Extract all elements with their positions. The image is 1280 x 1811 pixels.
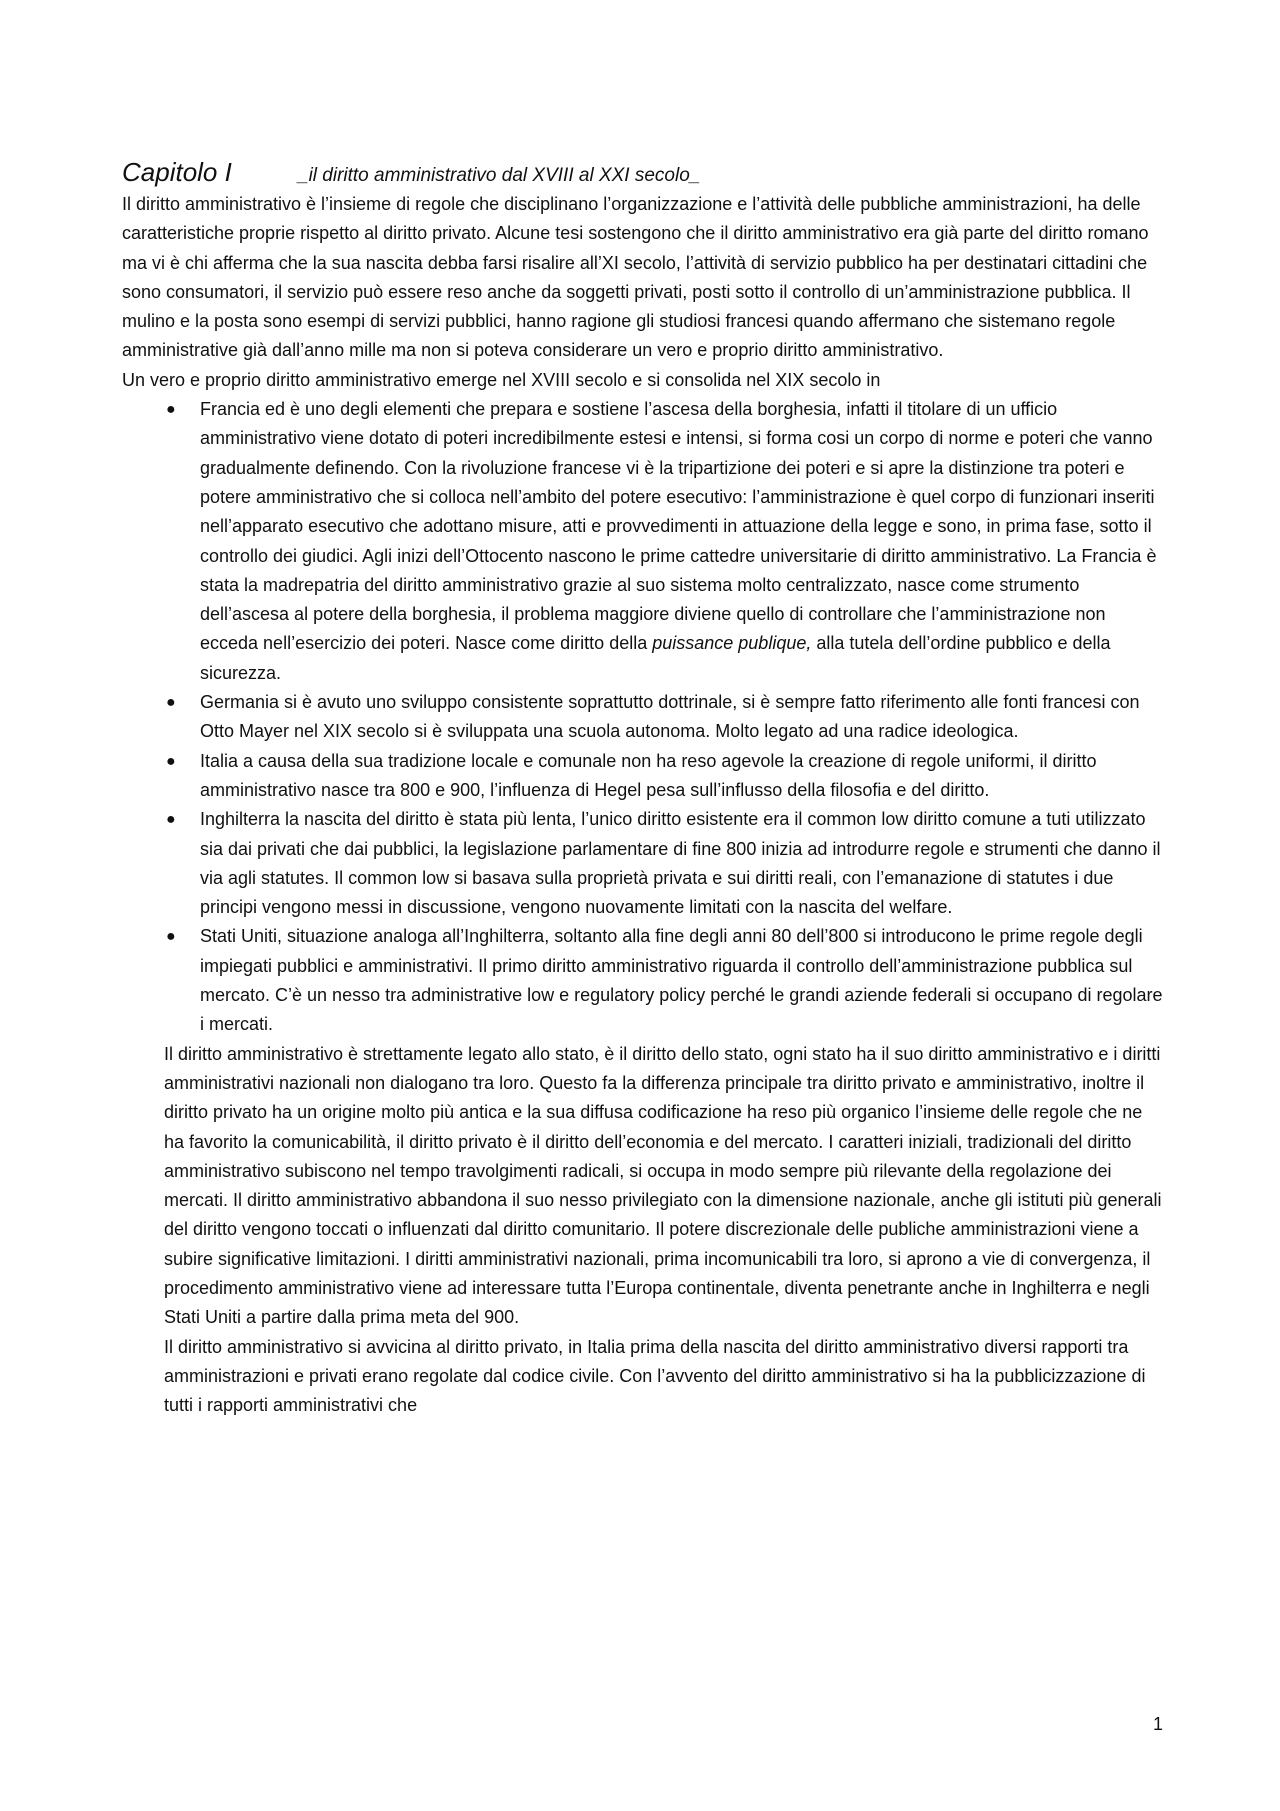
usa-text: Stati Uniti, situazione analoga all’Inghilterra, soltanto alla fine degli anni 80 dell’800 si introducono le prime regole degli impiegati pubblici e amministrativi. Il primo diritto amministrativo riguarda il controllo dell’amministrazione pubblica sul mercato. C’è un nesso tra administrative low e regulatory policy perché le grandi aziende federali si occupano di regolare i mercati. bbox=[200, 926, 1163, 1035]
chapter-heading bbox=[122, 154, 1172, 190]
england-text: Inghilterra la nascita del diritto è stata più lenta, l’unico diritto esistente era il common low diritto comune a tuti utilizzato sia dai privati che dai pubblici, la legislazione parlamentare di fine 800 inizia ad introdurre regole e strumenti che danno il via agli statutes. Il common low si basava sulla proprietà privata e sui diritti reali, con l’emanazione di statutes i due principi vengono messi in discussione, vengono nuovamente limitati con la nascita del welfare. bbox=[200, 809, 1161, 918]
bullet-icon: ● bbox=[166, 694, 176, 712]
country-list bbox=[122, 395, 1167, 1040]
list-item-england bbox=[166, 805, 1167, 922]
document-body bbox=[122, 190, 1167, 1420]
italy-text: Italia a causa della sua tradizione locale e comunale non ha reso agevole la creazione di regole uniformi, il diritto amministrativo nasce tra 800 e 900, l’influenza di Hegel pesa sull’influsso della filosofia e del diritto. bbox=[200, 750, 1097, 800]
list-item-germany bbox=[166, 688, 1167, 747]
bullet-icon: ● bbox=[166, 752, 176, 770]
page-number: 1 bbox=[1152, 1714, 1163, 1734]
intro-paragraph-1: Il diritto amministrativo è l’insieme di regole che disciplinano l’organizzazione e l’attività delle pubbliche amministrazioni, ha delle caratteristiche proprie rispetto al diritto privato. Alcune tesi sostengono che il diritto amministrativo era già parte del diritto romano ma vi è chi afferma che la sua nascita debba farsi risalire all’XI secolo, l’attività di servizio pubblico ha per destinatari cittadini che sono consumatori, il servizio può essere reso anche da soggetti privati, posti sotto il controllo di un’amministrazione pubblica. Il mulino e la posta sono esempi di servizi pubblici, hanno ragione gli studiosi francesi quando affermano che sistemano regole amministrative già dall’anno mille ma non si poteva considerare un vero e proprio diritto amministrativo. bbox=[122, 194, 1149, 361]
germany-text: Germania si è avuto uno sviluppo consistente soprattutto dottrinale, si è sempre fatto riferimento alle fonti francesi con Otto Mayer nel XIX secolo si è sviluppata una scuola autonoma. Molto legato ad una radice ideologica. bbox=[200, 692, 1140, 742]
france-text-start: Francia ed è uno degli elementi che prepara e sostiene l’ascesa della borghesia, infatti il titolare di un ufficio amministrativo viene dotato di poteri incredibilmente estesi e intensi, si forma cosi un corpo di norme e poteri che vanno gradualmente definendo. Con la rivoluzione francese vi è la tripartizione dei poteri e si apre la distinzione tra poteri e potere amministrativo che si colloca nell’ambito del potere esecutivo: l’amministrazione è quel corpo di funzionari inseriti nell’apparato esecutivo che adottano misure, atti e provvedimenti in attuazione della legge e sono, in prima fase, sotto il controllo dei giudici. Agli inizi dell’Ottocento nascono le prime cattedre universitarie di diritto amministrativo. La Francia è stata la madrepatria del diritto amministrativo grazie al suo sistema molto centralizzato, nasce come strumento dell’ascesa al potere della borghesia, il problema maggiore diviene quello di controllare che l’amministrazione non ecceda nell’esercizio dei poteri. Nasce come diritto della bbox=[200, 399, 1157, 654]
chapter-title: Capitolo I bbox=[122, 157, 232, 187]
bullet-icon: ● bbox=[166, 928, 176, 946]
france-text-end: alla tutela dell’ordine pubblico e della sicurezza. bbox=[200, 633, 1111, 683]
closing-paragraph-1: Il diritto amministrativo è strettamente legato allo stato, è il diritto dello stato, ogni stato ha il suo diritto amministrativo e i diritti amministrativi nazionali non dialogano tra loro. Questo fa la differenza principale tra diritto privato e amministrativo, inoltre il diritto privato ha un origine molto più antica e la sua diffusa codificazione ha reso più organico l’insieme delle regole che ne ha favorito la comunicabilità, il diritto privato è il diritto dell’economia e del mercato. I caratteri iniziali, tradizionali del diritto amministrativo subiscono nel tempo travolgimenti radicali, si occupa in modo sempre più rilevante della regolazione dei mercati. Il diritto amministrativo abbandona il suo nesso privilegiato con la dimensione nazionale, anche gli istituti più generali del diritto vengono toccati o influenzati dal diritto comunitario. Il potere discrezionale delle publiche amministrazioni viene a subire significative limitazioni. I diritti amministrativi nazionali, prima incomunicabili tra loro, si aprono a vie di convergenza, il procedimento amministrativo viene ad interessare tutta l’Europa continentale, diventa penetrante anche in Inghilterra e negli Stati Uniti a partire dalla prima meta del 900. bbox=[164, 1043, 1162, 1328]
chapter-subtitle: _il diritto amministrativo dal XVIII al XXI secolo_ bbox=[298, 165, 701, 186]
list-item-italy bbox=[166, 747, 1167, 806]
list-item-usa bbox=[166, 922, 1167, 1039]
list-item-france bbox=[166, 395, 1167, 688]
bullet-icon: ● bbox=[166, 401, 176, 419]
closing-paragraph-2: Il diritto amministrativo si avvicina al diritto privato, in Italia prima della nascita del diritto amministrativo diversi rapporti tra amministrazioni e privati erano regolate dal codice civile. Con l’avvento del diritto amministrativo si ha la pubblicizzazione di tutti i rapporti amministrativi che bbox=[164, 1336, 1146, 1416]
bullet-icon: ● bbox=[166, 811, 176, 829]
intro-paragraph-2: Un vero e proprio diritto amministrativo emerge nel XVIII secolo e si consolida nel XIX secolo in bbox=[122, 369, 881, 390]
france-italic-term: puissance publique, bbox=[652, 633, 812, 654]
